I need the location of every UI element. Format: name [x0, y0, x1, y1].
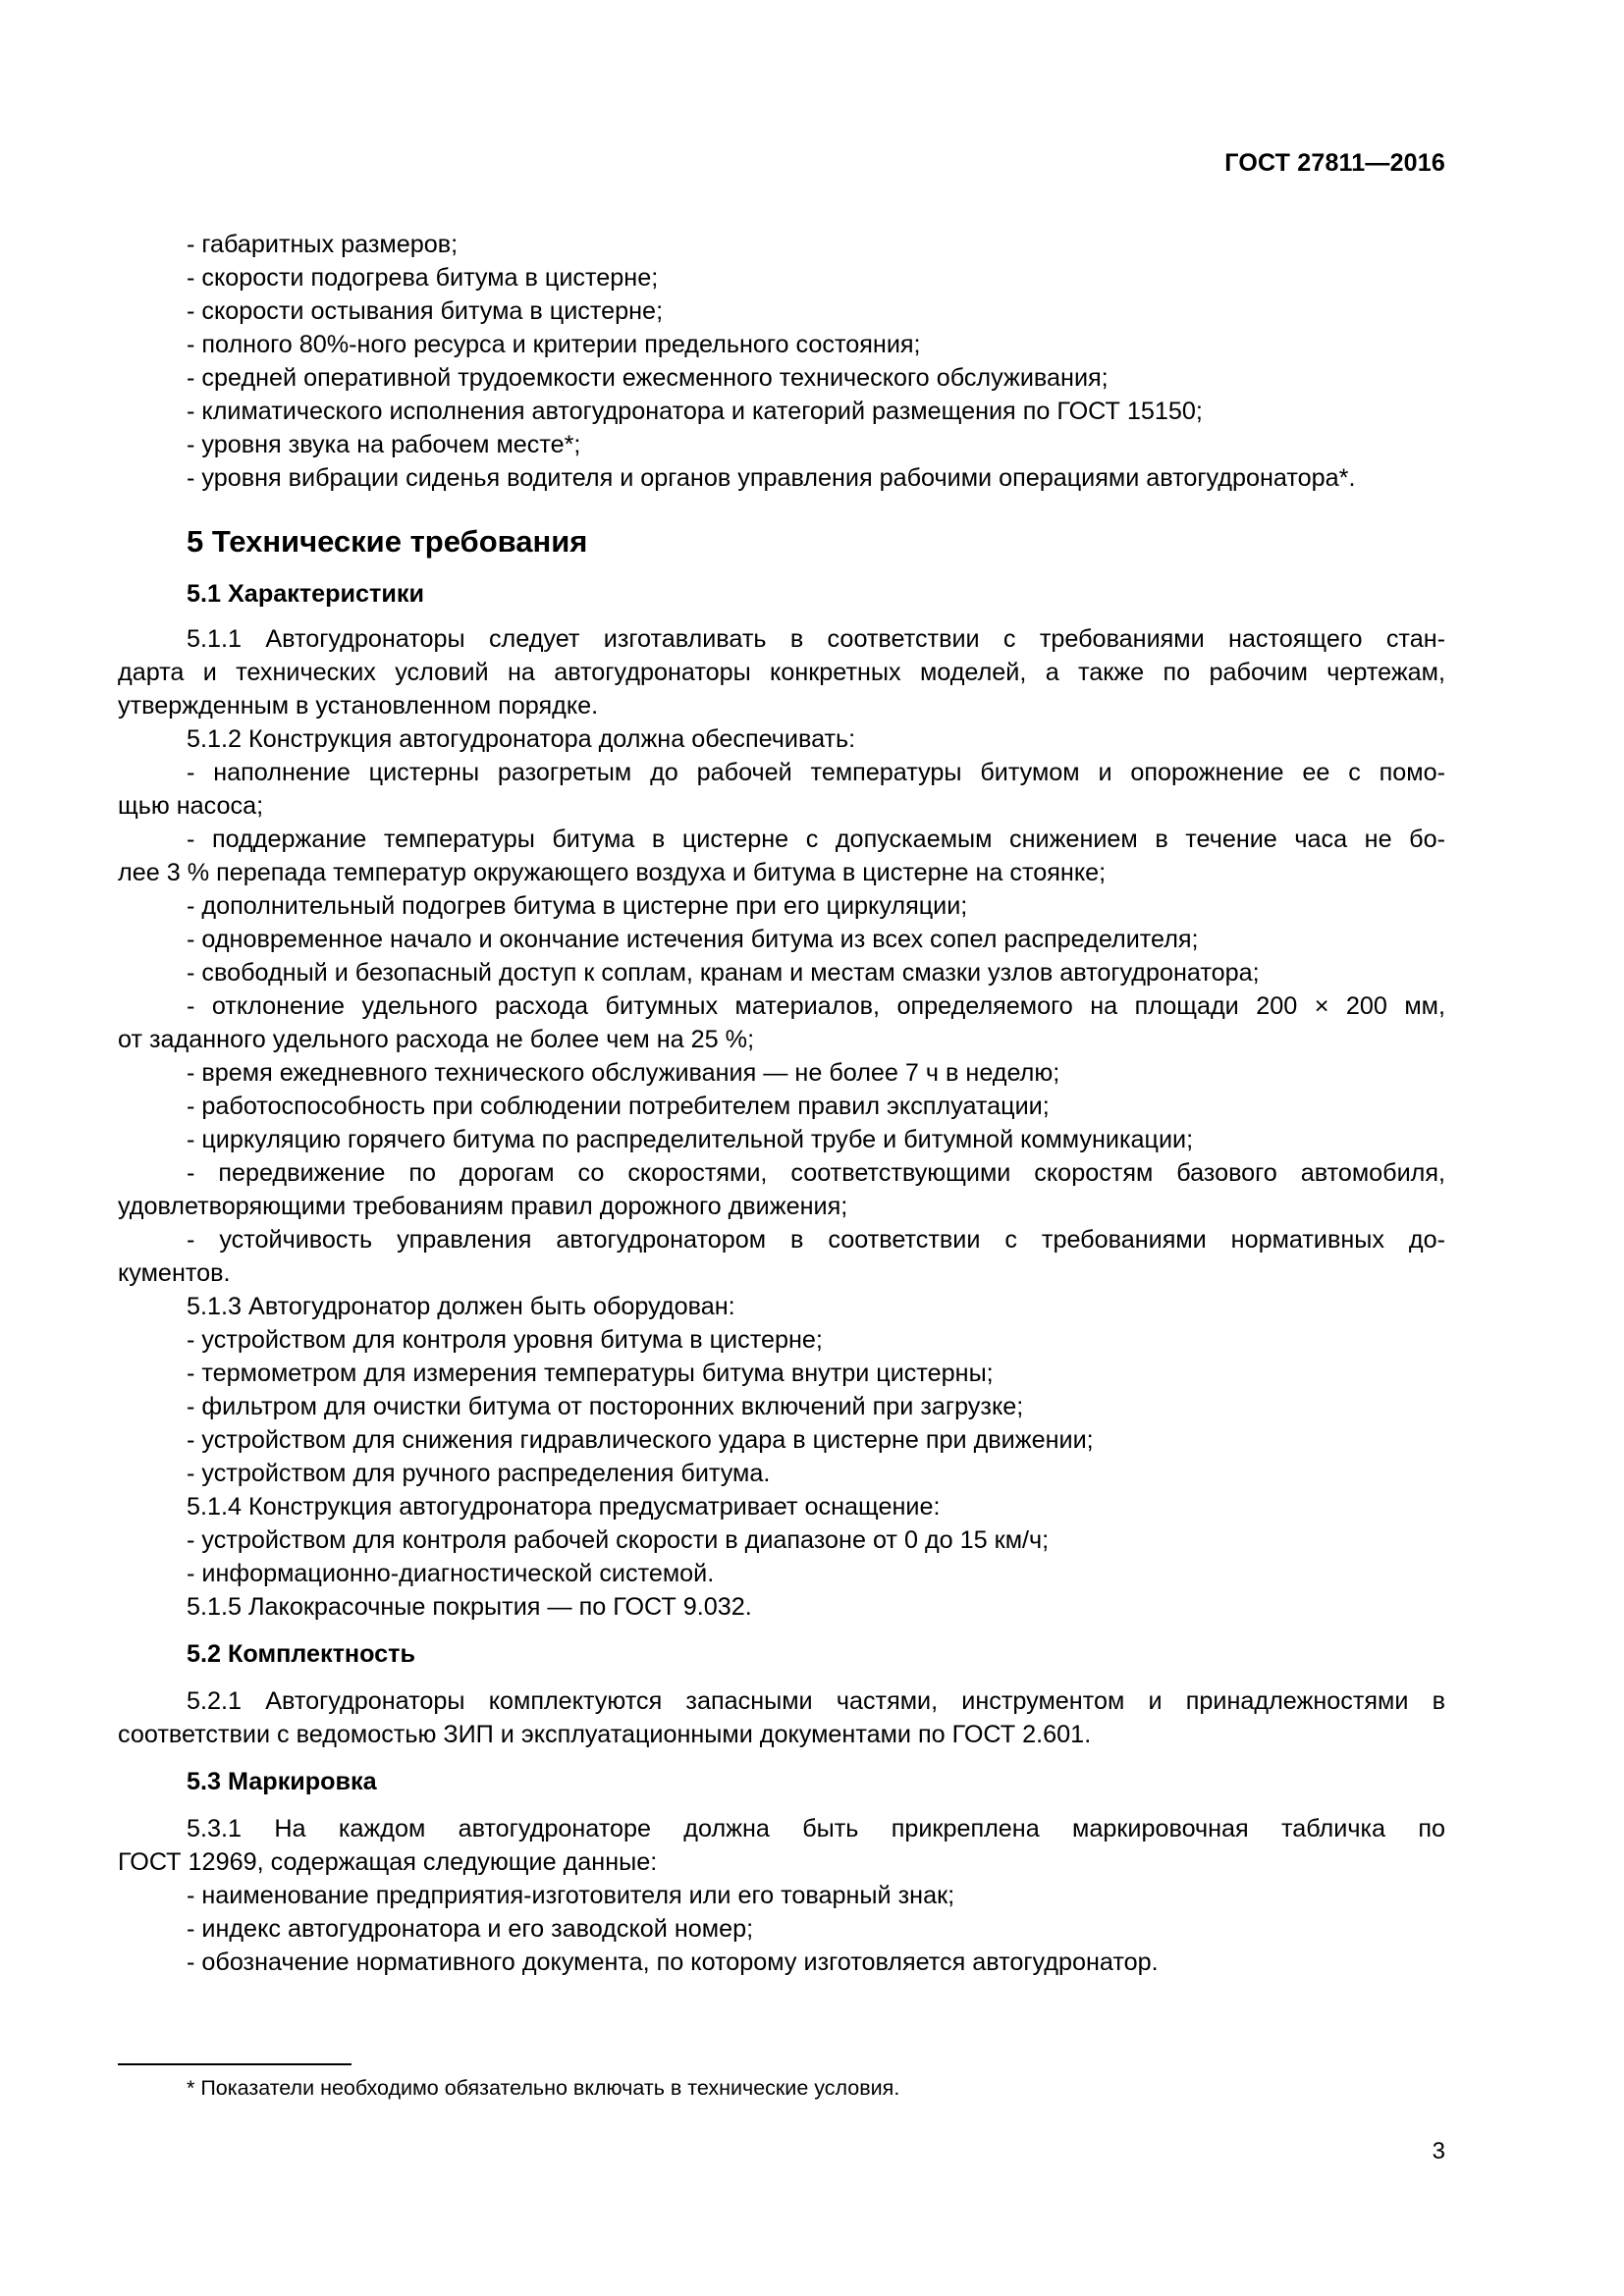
section-heading: 5 Технические требования: [187, 524, 588, 559]
paragraph-line: дарта и технических условий на автогудронаторы конкретных моделей, а также по рабочим чертежам,: [118, 659, 1445, 686]
paragraph-line: 5.3.1 На каждом автогудронаторе должна быть прикреплена маркировочная табличка по: [187, 1815, 1445, 1842]
paragraph-line: 5.2.1 Автогудронаторы комплектуются запасными частями, инструментом и принадлежностями в: [187, 1687, 1445, 1715]
list-item: - отклонение удельного расхода битумных материалов, определяемого на площади 200 × 200 мм,: [187, 992, 1445, 1020]
list-item: - время ежедневного технического обслуживания — не более 7 ч в неделю;: [187, 1059, 1060, 1087]
list-item: - устройством для контроля рабочей скорости в диапазоне от 0 до 15 км/ч;: [187, 1526, 1050, 1554]
document-body: [118, 228, 1445, 1979]
list-item: - уровня звука на рабочем месте*;: [187, 431, 581, 458]
paragraph-line: 5.1.5 Лакокрасочные покрытия — по ГОСТ 9.032.: [187, 1593, 752, 1621]
list-item: - поддержание температуры битума в цистерне с допускаемым снижением в течение часа не бо-: [187, 826, 1445, 853]
list-item-continuation: от заданного удельного расхода не более чем на 25 %;: [118, 1026, 755, 1053]
list-item: - устойчивость управления автогудронатором в соответствии с требованиями нормативных до-: [187, 1226, 1445, 1254]
list-item: - скорости остывания битума в цистерне;: [187, 297, 664, 325]
paragraph-line: 5.1.3 Автогудронатор должен быть оборудован:: [187, 1293, 735, 1320]
list-item: - устройством для ручного распределения битума.: [187, 1460, 771, 1487]
list-item: - передвижение по дорогам со скоростями, соответствующими скоростям базового автомобиля,: [187, 1159, 1445, 1187]
list-item: - фильтром для очистки битума от посторонних включений при загрузке;: [187, 1393, 1024, 1420]
list-item: - одновременное начало и окончание истечения битума из всех сопел распределителя;: [187, 926, 1199, 953]
list-item: - работоспособность при соблюдении потребителем правил эксплуатации;: [187, 1093, 1050, 1120]
list-item: - наименование предприятия-изготовителя или его товарный знак;: [187, 1882, 955, 1909]
list-item: - климатического исполнения автогудронатора и категорий размещения по ГОСТ 15150;: [187, 398, 1203, 425]
subsection-heading: 5.2 Комплектность: [187, 1640, 415, 1668]
list-item: - индекс автогудронатора и его заводской номер;: [187, 1915, 754, 1943]
paragraph-line: 5.1.1 Автогудронаторы следует изготавливать в соответствии с требованиями настоящего стан-: [187, 625, 1445, 653]
list-item: - габаритных размеров;: [187, 231, 459, 258]
list-item-continuation: удовлетворяющими требованиям правил дорожного движения;: [118, 1193, 848, 1220]
paragraph-line: 5.1.2 Конструкция автогудронатора должна обеспечивать:: [187, 725, 856, 753]
paragraph-line: утвержденным в установленном порядке.: [118, 692, 599, 720]
paragraph-line: соответствии с ведомостью ЗИП и эксплуатационными документами по ГОСТ 2.601.: [118, 1721, 1092, 1748]
footnote-divider: [118, 2063, 352, 2065]
footnote: * Показатели необходимо обязательно включать в технические условия.: [187, 2076, 900, 2100]
list-item: - полного 80%-ного ресурса и критерии предельного состояния;: [187, 331, 921, 358]
list-item: - наполнение цистерны разогретым до рабочей температуры битумом и опорожнение ее с помо-: [187, 759, 1445, 786]
paragraph-line: 5.1.4 Конструкция автогудронатора предусматривает оснащение:: [187, 1493, 941, 1521]
list-item: - устройством для снижения гидравлического удара в цистерне при движении;: [187, 1426, 1094, 1454]
list-item: - скорости подогрева битума в цистерне;: [187, 264, 659, 292]
document-header-id: ГОСТ 27811—2016: [1224, 149, 1445, 177]
list-item-continuation: лее 3 % перепада температур окружающего воздуха и битума в цистерне на стоянке;: [118, 859, 1107, 886]
list-item: - информационно-диагностической системой.: [187, 1560, 715, 1587]
list-item: - устройством для контроля уровня битума в цистерне;: [187, 1326, 823, 1354]
page-number: 3: [1432, 2138, 1445, 2164]
list-item-continuation: щью насоса;: [118, 792, 264, 820]
list-item: - дополнительный подогрев битума в цистерне при его циркуляции;: [187, 892, 968, 920]
list-item: - термометром для измерения температуры битума внутри цистерны;: [187, 1360, 994, 1387]
subsection-heading: 5.1 Характеристики: [187, 580, 424, 608]
paragraph-line: ГОСТ 12969, содержащая следующие данные:: [118, 1848, 658, 1876]
list-item: - свободный и безопасный доступ к соплам, кранам и местам смазки узлов автогудронатора;: [187, 959, 1260, 987]
list-item-continuation: кументов.: [118, 1259, 231, 1287]
list-item: - средней оперативной трудоемкости ежесменного технического обслуживания;: [187, 364, 1109, 392]
list-item: - обозначение нормативного документа, по которому изготовляется автогудронатор.: [187, 1949, 1159, 1976]
list-item: - циркуляцию горячего битума по распределительной трубе и битумной коммуникации;: [187, 1126, 1194, 1153]
list-item: - уровня вибрации сиденья водителя и органов управления рабочими операциями автогудронатора*.: [187, 464, 1356, 492]
subsection-heading: 5.3 Маркировка: [187, 1768, 377, 1795]
